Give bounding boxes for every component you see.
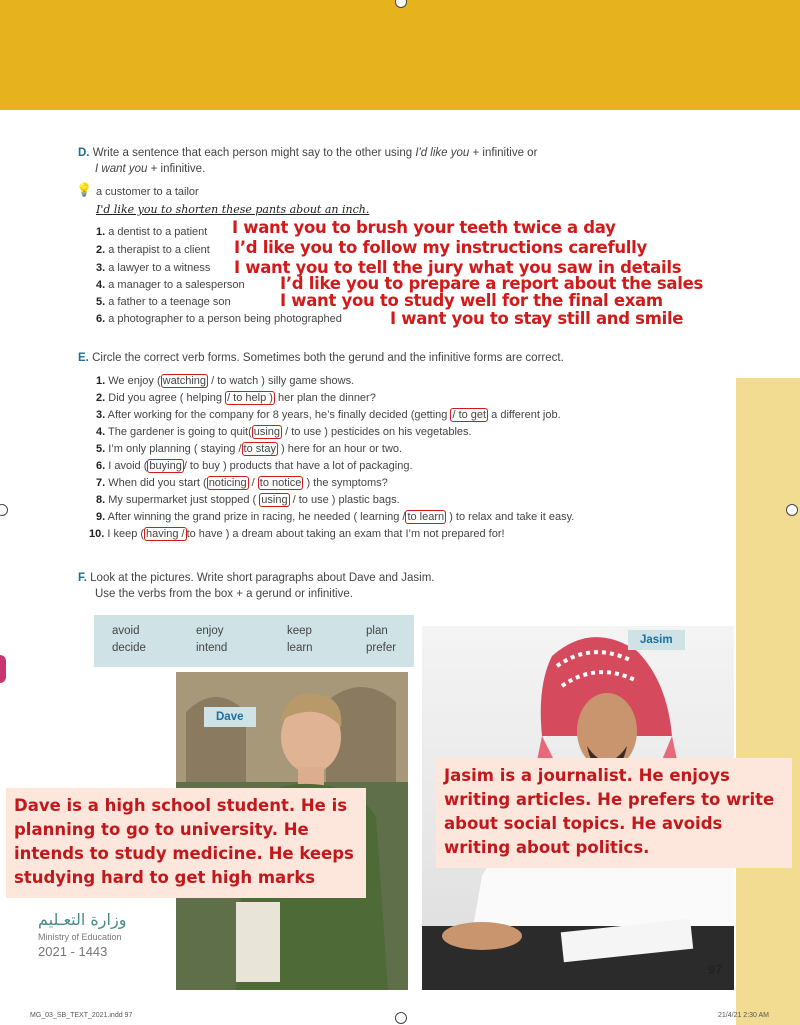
dave-label: Dave [204,707,256,727]
circled-answer: noticing [208,477,247,489]
circled-answer: / to help ) [227,392,273,404]
verb-word: plan [366,625,388,637]
exercise-d-item-1: 1. a dentist to a patient [96,226,208,238]
exercise-d-instruction: D. Write a sentence that each person might say to the other using I'd like you + infinitive or I want you + infinitive. [78,147,538,175]
exercise-d-answer-1: I want you to brush your teeth twice a day [232,218,616,237]
dave-paragraph: Dave is a high school student. He is planning to go to university. He intends to study medicine. He keeps studying hard to get high marks [6,788,366,898]
ministry-english: Ministry of Education [38,932,122,942]
exercise-e-item-6: 6. I avoid ( buying / to buy ) products that have a lot of packaging. [96,460,413,472]
verb-word: enjoy [196,625,224,637]
circled-answer: to notice [259,477,302,489]
page-number: 97 [708,962,723,977]
exercise-e-item-5: 5. I’m only planning ( staying / to stay ) here for an hour or two. [96,443,403,455]
exercise-f-instruction: F. Look at the pictures. Write short paragraphs about Dave and Jasim. Use the verbs from the box + a gerund or infinitive. [78,572,435,600]
lightbulb-icon: 💡 [76,182,93,197]
exercise-d-item-3: 3. a lawyer to a witness [96,262,211,274]
exercise-d-item-2: 2. a therapist to a client [96,244,210,256]
year-label: 2021 - 1443 [38,944,108,959]
exercise-e-item-1: 1. We enjoy ( watching / to watch ) silly game shows. [96,375,355,387]
registration-mark-left [0,504,8,516]
exercise-d-item-5: 5. a father to a teenage son [96,296,231,308]
jasim-label: Jasim [628,630,685,650]
exercise-d-answer-6: I want you to stay still and smile [390,309,684,328]
circled-answer: to learn [407,511,445,523]
circled-answer: using [261,494,288,506]
verb-word: decide [112,642,146,654]
verb-word: prefer [366,642,397,654]
exercise-d-answer-5: I want you to study well for the final exam [280,291,663,310]
exercise-e-instruction: E. Circle the correct verb forms. Sometimes both the gerund and the infinitive forms are correct. [78,352,564,364]
file-info: MG_03_SB_TEXT_2021.indd 97 [30,1012,133,1019]
exercise-d-answer-3: I want you to tell the jury what you saw in details [234,258,682,277]
jasim-paragraph: Jasim is a journalist. He enjoys writing articles. He prefers to write about social topics. He avoids writing about politics. [436,758,792,868]
verb-box [94,615,414,667]
circled-answer: having / [146,528,185,540]
top-color-band [0,0,800,110]
exercise-d-item-6: 6. a photographer to a person being photographed [96,313,342,325]
timestamp: 21/4/21 2:30 AM [718,1012,769,1019]
example-answer: I'd like you to shorten these pants about an inch. [96,203,370,216]
circled-answer: / to get [452,409,487,421]
exercise-e-item-2: 2. Did you agree ( helping / to help ) her plan the dinner? [96,392,376,404]
circled-answer: buying [149,460,182,472]
verb-word: avoid [112,625,140,637]
exercise-d-item-4: 4. a manager to a salesperson [96,279,245,291]
registration-mark-bottom [395,1012,407,1024]
verb-word: intend [196,642,228,654]
verb-word: learn [287,642,313,654]
verb-word: keep [287,625,312,637]
side-tab [736,378,800,1025]
exercise-e-item-3: 3. After working for the company for 8 years, he’s finally decided (getting / to get a different job. [96,409,561,421]
exercise-e-item-7: 7. When did you start ( noticing / to notice ) the symptoms? [96,477,388,489]
edge-tab [0,655,6,683]
exercise-e-item-4: 4. The gardener is going to quit( using / to use ) pesticides on his vegetables. [96,426,472,438]
exercise-e-item-9: 9. After winning the grand prize in racing, he needed ( learning / to learn ) to relax and take it easy. [96,511,575,523]
exercise-d-answer-4: I’d like you to prepare a report about the sales [280,274,704,293]
circled-answer: to stay [243,443,276,455]
example-prompt: a customer to a tailor [96,186,199,198]
ministry-arabic-logo: وزارة التعـليم [38,910,127,929]
exercise-e-item-10: 10. I keep ( having / to have ) a dream about taking an exam that I’m not prepared for! [89,528,505,540]
exercise-d-answer-2: I’d like you to follow my instructions carefully [234,238,647,257]
circled-answer: watching [162,375,207,387]
registration-mark-right [786,504,798,516]
exercise-e-item-8: 8. My supermarket just stopped ( using / to use ) plastic bags. [96,494,400,506]
circled-answer: using [253,426,281,438]
